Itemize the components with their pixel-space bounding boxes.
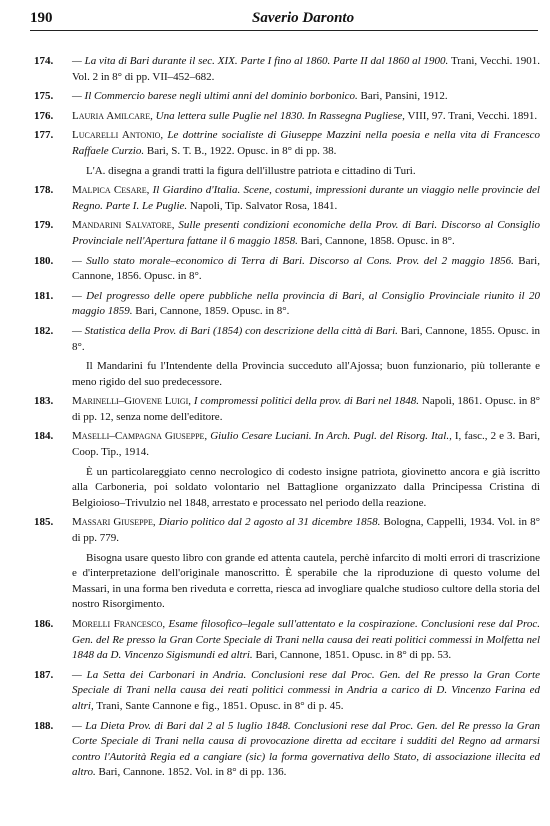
- entry-publication: Bari, Cannone, 1851. Opusc. in 8° di pp. 53.: [252, 649, 452, 662]
- bibliography-list: [34, 54, 540, 785]
- bibliography-entry: [34, 89, 540, 105]
- entry-publication: I, fasc., 2 e 3. Bari, Coop. Tip., 1914.: [72, 430, 540, 459]
- bibliography-entry: [34, 289, 540, 320]
- entry-publication: Napoli, Tip. Salvator Rosa, 1841.: [187, 199, 338, 212]
- header-rule: [30, 30, 538, 31]
- entry-publication: Bari, Cannone, 1859. Opusc. in 8°.: [132, 305, 290, 318]
- entry-title: Le dottrine socialiste di Giuseppe Mazzini nella poesia e nella vita di Francesco Raffaele Curzio.: [72, 129, 540, 157]
- bibliography-entry: [34, 54, 540, 85]
- entry-title: — Statistica della Prov. di Bari (1854) con descrizione della città di Bari.: [72, 324, 398, 337]
- bibliography-entry: [34, 109, 540, 125]
- entry-title: Giulio Cesare Luciani. In Arch. Pugl. del Risorg. Ital.,: [207, 430, 452, 443]
- entry-publication: Bologna, Cappelli, 1934. Vol. in 8° di pp. 779.: [72, 516, 541, 545]
- entry-title: — La vita di Bari durante il sec. XIX. Parte I fino al 1860. Parte II dal 1860 al 1900.: [72, 55, 449, 67]
- bibliography-entry: [34, 668, 540, 715]
- entry-number: 186.: [34, 618, 54, 630]
- entry-publication: Trani, Sante Cannone e fig., 1851. Opusc. in 8° di p. 45.: [93, 699, 344, 712]
- entry-title: — Il Commercio barese negli ultimi anni del dominio borbonico.: [72, 90, 358, 103]
- bibliography-entry: [34, 429, 540, 460]
- bibliography-entry: [34, 324, 540, 355]
- entry-title: I compromessi politici della prov. di Bari nel 1848.: [191, 395, 420, 408]
- entry-number: 182.: [34, 324, 54, 337]
- entry-author: Malpica Cesare,: [72, 184, 150, 197]
- entry-annotation: Il Mandarini fu l'Intendente della Provincia succeduto all'Ajossa; buon funzionario, più tollerante e meno rigido del suo predecessore.: [72, 360, 540, 388]
- entry-number: 181.: [34, 289, 54, 302]
- entry-number: 185.: [34, 516, 54, 529]
- entry-publication: Bari, Cannone, 1858. Opusc. in 8°.: [297, 234, 455, 247]
- entry-number: 177.: [34, 129, 54, 142]
- bibliography-entry: [34, 218, 540, 249]
- entry-number: 176.: [34, 109, 54, 122]
- running-title: Saverio Daronto: [252, 10, 355, 26]
- entry-author: Maselli–Campagna Giuseppe,: [72, 430, 208, 443]
- entry-number: 180.: [34, 254, 54, 267]
- entry-number: 184.: [34, 430, 54, 443]
- entry-author: Lucarelli Antonio,: [72, 129, 164, 142]
- entry-publication: Bari, S. T. B., 1922. Opusc. in 8° di pp. 38.: [144, 144, 337, 157]
- entry-title: — Del progresso delle opere pubbliche nella provincia di Bari, al Consiglio Provinciale riunito il 20 maggio 1859.: [72, 289, 540, 318]
- entry-number: 174.: [34, 55, 54, 67]
- entry-author: Morelli Francesco,: [72, 618, 166, 630]
- bibliography-entry: [34, 515, 540, 546]
- bibliography-entry: [34, 183, 540, 214]
- entry-annotation: È un particolareggiato cenno necrologico di codesto insigne patriota, giovinetto ancora e già iscritto alla Carboneria, poi soldato volontario nel Battaglione organizzato dalla Principessa Cristina di Belgioioso–Trivulzio nel 1848, arrestato e processato nel periodo della reazione.: [72, 465, 540, 509]
- page-header: [30, 10, 538, 32]
- bibliography-entry: [34, 128, 540, 159]
- entry-title: — La Setta dei Carbonari in Andria. Conclusioni rese dal Proc. Gen. del Re presso la Gran Corte Speciale di Trani nella causa dei reati politici commessi in Andria a carico di D. Vincenzo Farina ed altri,: [72, 668, 540, 712]
- bibliography-entry: [34, 617, 540, 664]
- entry-publication: Bari, Pansini, 1912.: [357, 90, 448, 103]
- entry-number: 187.: [34, 668, 54, 681]
- entry-author: Lauria Amilcare,: [72, 109, 153, 122]
- page-number: 190: [30, 10, 53, 26]
- bibliography-entry: [34, 394, 540, 425]
- bibliography-entry: [34, 719, 540, 781]
- entry-title: — Sullo stato morale–economico di Terra di Bari. Discorso al Cons. Prov. del 2 maggio 1856.: [72, 254, 514, 267]
- entry-publication: VIII, 97. Trani, Vecchi. 1891.: [404, 109, 538, 122]
- entry-number: 188.: [34, 719, 54, 732]
- entry-author: Marinelli–Giovene Luigi,: [72, 395, 192, 408]
- entry-publication: Bari, Cannone, 1856. Opusc. in 8°.: [72, 254, 540, 283]
- entry-author: Massari Giuseppe,: [72, 516, 156, 529]
- entry-number: 175.: [34, 90, 54, 103]
- entry-annotation: L'A. disegna a grandi tratti la figura dell'illustre patriota e cittadino di Turi.: [86, 164, 416, 177]
- entry-title: Il Giardino d'Italia. Scene, costumi, impressioni durante un viaggio nelle provincie del Regno. Parte I. Le Puglie.: [72, 184, 540, 212]
- bibliography-entry: [34, 254, 540, 285]
- entry-title: Una lettera sulle Puglie nel 1830. In Rassegna Pugliese,: [152, 109, 405, 122]
- entry-number: 179.: [34, 219, 54, 232]
- entry-annotation: Bisogna usare questo libro con grande ed attenta cautela, perchè infarcito di molti errori di trascrizione e d'interpretazione dell'originale manoscritto. È sperabile che la riproduzione di questo volume del Massari, in una forma ben riveduta e corretta, riesca ad invogliare qualche studioso cultore della storia del nostro Risorgimento.: [72, 551, 540, 611]
- entry-number: 183.: [34, 395, 54, 408]
- entry-publication: Bari, Cannone, 1855. Opusc. in 8°.: [72, 324, 541, 353]
- entry-publication: Bari, Cannone. 1852. Vol. in 8° di pp. 136.: [95, 766, 287, 779]
- entry-number: 178.: [34, 184, 54, 197]
- entry-publication: Trani, Vecchi. 1901. Vol. 2 in 8° di pp. VII–452–682.: [72, 55, 541, 83]
- entry-author: Mandarini Salvatore,: [72, 219, 175, 232]
- entry-title: Esame filosofico–legale sull'attentato e la cospirazione. Conclusioni rese dal Proc. Gen. del Re presso la Gran Corte Speciale di Trani nella causa dei reati politici commessi in Molfetta nel 1848 da D. Vincenzo Sigismundi ed altri.: [72, 618, 540, 662]
- entry-title: Diario politico dal 2 agosto al 31 dicembre 1858.: [155, 516, 381, 529]
- entry-title: — La Dieta Prov. di Bari dal 2 al 5 luglio 1848. Conclusioni rese dal Proc. Gen. del Re presso la Gran Corte Speciale di Trani nella causa di provocazione diretta ad eccitare i sudditi del Regno ad armarsi contro l'Autorità Regia ed a cangiare (sic) la forma governativa dello Stato, di associazione illecita ed altro.: [72, 719, 540, 779]
- entry-title: Sulle presenti condizioni economiche della Prov. di Bari. Discorso al Consiglio Provinciale nell'Apertura fattane il 6 maggio 1858.: [72, 219, 540, 247]
- entry-publication: Napoli, 1861. Opusc. in 8° di pp. 12, senza nome dell'editore.: [72, 395, 540, 423]
